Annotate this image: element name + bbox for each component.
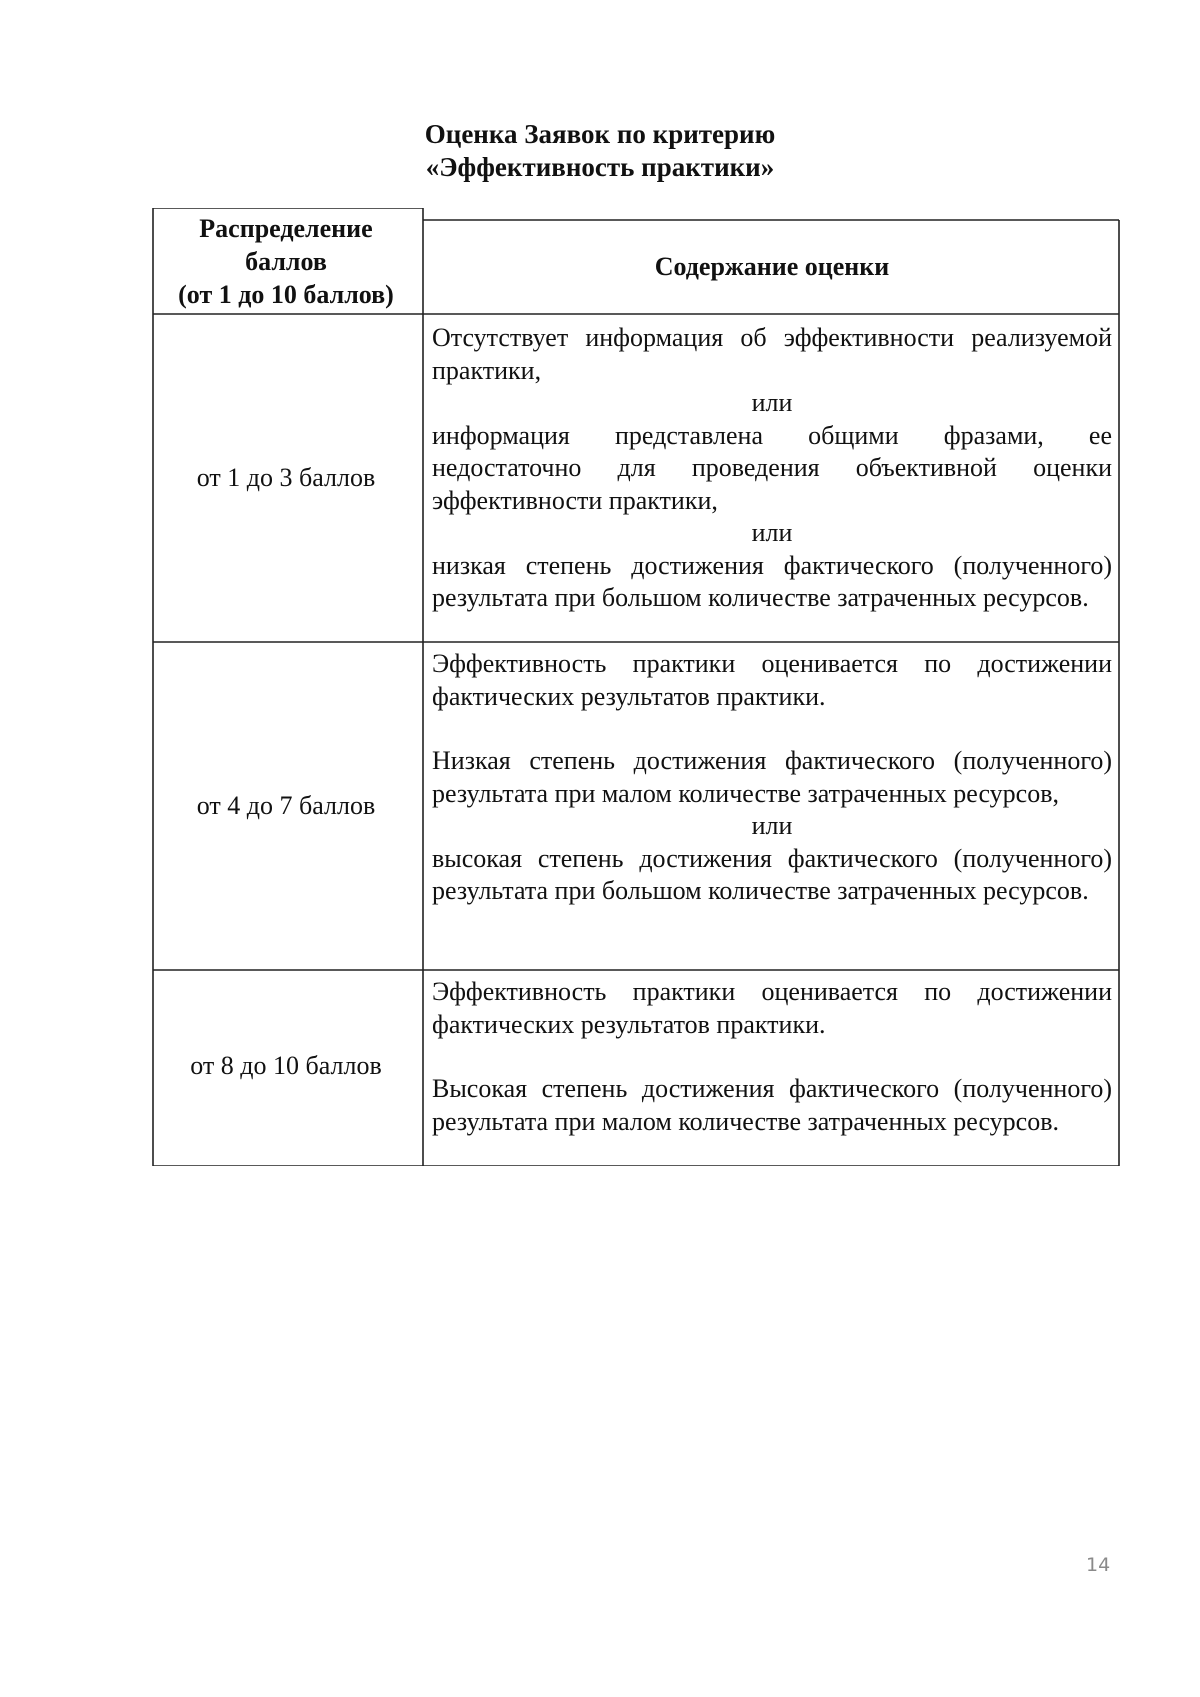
row2-or-1: или — [751, 811, 793, 840]
header-score-distribution — [152, 212, 420, 311]
row1-or-2: или — [751, 518, 793, 547]
row1-paragraph-1: Отсутствует информация об эффективности реализуемой практики, — [432, 323, 1112, 385]
document-title — [0, 118, 1200, 184]
header-col1-line1: Распределение — [199, 214, 373, 243]
assessment-cell-1-3 — [432, 322, 1112, 615]
row1-paragraph-2: информация представлена общими фразами, ее недостаточно для проведения объективной оценки эффективности практики, — [432, 420, 1112, 515]
assessment-cell-4-7 — [432, 648, 1112, 908]
page-number: 14 — [1086, 1554, 1111, 1576]
score-range-8-10: от 8 до 10 баллов — [190, 1051, 382, 1080]
row2-paragraph-2: Низкая степень достижения фактического (полученного) результата при малом количестве затраченных ресурсов, — [432, 746, 1112, 808]
row3-paragraph-1: Эффективность практики оценивается по достижении фактических результатов практики. — [432, 977, 1112, 1039]
row2-spacer — [432, 713, 1112, 745]
title-line-1: Оценка Заявок по критерию — [424, 119, 776, 149]
score-range-1-3: от 1 до 3 баллов — [196, 463, 376, 492]
row3-paragraph-2: Высокая степень достижения фактического (полученного) результата при малом количестве затраченных ресурсов. — [432, 1074, 1112, 1136]
header-col1-line2: баллов — [245, 247, 327, 276]
assessment-cell-8-10 — [432, 976, 1112, 1138]
header-assessment-content: Содержание оценки — [654, 252, 890, 281]
criteria-table — [152, 208, 1120, 1166]
row2-paragraph-1: Эффективность практики оценивается по достижении фактических результатов практики. — [432, 649, 1112, 711]
title-line-2: «Эффективность практики» — [425, 152, 775, 182]
row1-paragraph-3: низкая степень достижения фактического (полученного) результата при большом количестве затраченных ресурсов. — [432, 550, 1112, 612]
header-col1-line3: (от 1 до 10 баллов) — [178, 280, 394, 309]
score-range-4-7: от 4 до 7 баллов — [196, 791, 376, 820]
row1-or-1: или — [751, 388, 793, 417]
row3-spacer — [432, 1041, 1112, 1073]
row2-paragraph-3: высокая степень достижения фактического (полученного) результата при большом количестве затраченных ресурсов. — [432, 843, 1112, 905]
